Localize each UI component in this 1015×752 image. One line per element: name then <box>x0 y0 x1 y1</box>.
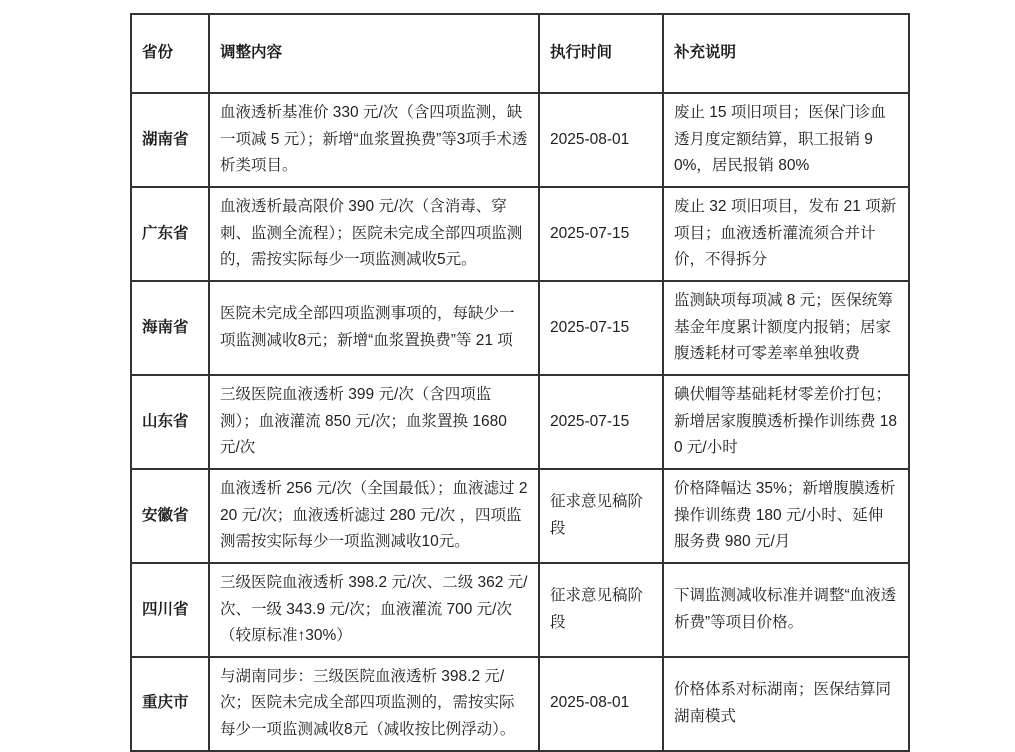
cell-content: 三级医院血液透析 399 元/次（含四项监测）；血液灌流 850 元/次；血浆置换 1680 元/次 <box>209 375 539 469</box>
cell-province: 广东省 <box>131 187 209 281</box>
cell-content: 与湖南同步：三级医院血液透析 398.2 元/次；医院未完成全部四项监测的，需按实际每少一项监测减收8元（减收按比例浮动）。 <box>209 657 539 751</box>
table-row <box>131 281 909 375</box>
cell-province: 湖南省 <box>131 93 209 187</box>
cell-note: 碘伏帽等基础耗材零差价打包；新增居家腹膜透析操作训练费 180 元/小时 <box>663 375 909 469</box>
cell-time: 征求意见稿阶段 <box>539 563 663 657</box>
cell-time: 2025-08-01 <box>539 657 663 751</box>
table-row <box>131 657 909 751</box>
cell-content: 医院未完成全部四项监测事项的，每缺少一项监测减收8元；新增“血浆置换费”等 21 项 <box>209 281 539 375</box>
cell-note: 价格降幅达 35%；新增腹膜透析操作训练费 180 元/小时、延伸服务费 980 元/月 <box>663 469 909 563</box>
cell-time: 2025-08-01 <box>539 93 663 187</box>
cell-content: 血液透析最高限价 390 元/次（含消毒、穿刺、监测全流程）；医院未完成全部四项监测的，需按实际每少一项监测减收5元。 <box>209 187 539 281</box>
cell-time: 征求意见稿阶段 <box>539 469 663 563</box>
cell-time: 2025-07-15 <box>539 375 663 469</box>
cell-content: 三级医院血液透析 398.2 元/次、二级 362 元/次、一级 343.9 元/次；血液灌流 700 元/次（较原标准↑30%） <box>209 563 539 657</box>
header-note: 补充说明 <box>663 14 909 93</box>
table-row <box>131 375 909 469</box>
cell-province: 海南省 <box>131 281 209 375</box>
cell-note: 废止 15 项旧项目；医保门诊血透月度定额结算，职工报销 90%，居民报销 80% <box>663 93 909 187</box>
cell-province: 四川省 <box>131 563 209 657</box>
cell-province: 安徽省 <box>131 469 209 563</box>
cell-time: 2025-07-15 <box>539 187 663 281</box>
header-time: 执行时间 <box>539 14 663 93</box>
cell-note: 价格体系对标湖南；医保结算同湖南模式 <box>663 657 909 751</box>
cell-note: 下调监测减收标准并调整“血液透析费”等项目价格。 <box>663 563 909 657</box>
table-header-row <box>131 14 909 93</box>
cell-time: 2025-07-15 <box>539 281 663 375</box>
table-row <box>131 93 909 187</box>
dialysis-price-table <box>130 13 910 752</box>
table-row <box>131 469 909 563</box>
cell-province: 山东省 <box>131 375 209 469</box>
cell-province: 重庆市 <box>131 657 209 751</box>
cell-content: 血液透析基准价 330 元/次（含四项监测，缺一项减 5 元）；新增“血浆置换费”等3项手术透析类项目。 <box>209 93 539 187</box>
cell-content: 血液透析 256 元/次（全国最低）；血液滤过 220 元/次；血液透析滤过 280 元/次 ，四项监测需按实际每少一项监测减收10元。 <box>209 469 539 563</box>
cell-note: 废止 32 项旧项目，发布 21 项新项目；血液透析灌流须合并计价，不得拆分 <box>663 187 909 281</box>
header-content: 调整内容 <box>209 14 539 93</box>
table-row <box>131 187 909 281</box>
header-province: 省份 <box>131 14 209 93</box>
cell-note: 监测缺项每项减 8 元；医保统筹基金年度累计额度内报销；居家腹透耗材可零差率单独收费 <box>663 281 909 375</box>
table-row <box>131 563 909 657</box>
